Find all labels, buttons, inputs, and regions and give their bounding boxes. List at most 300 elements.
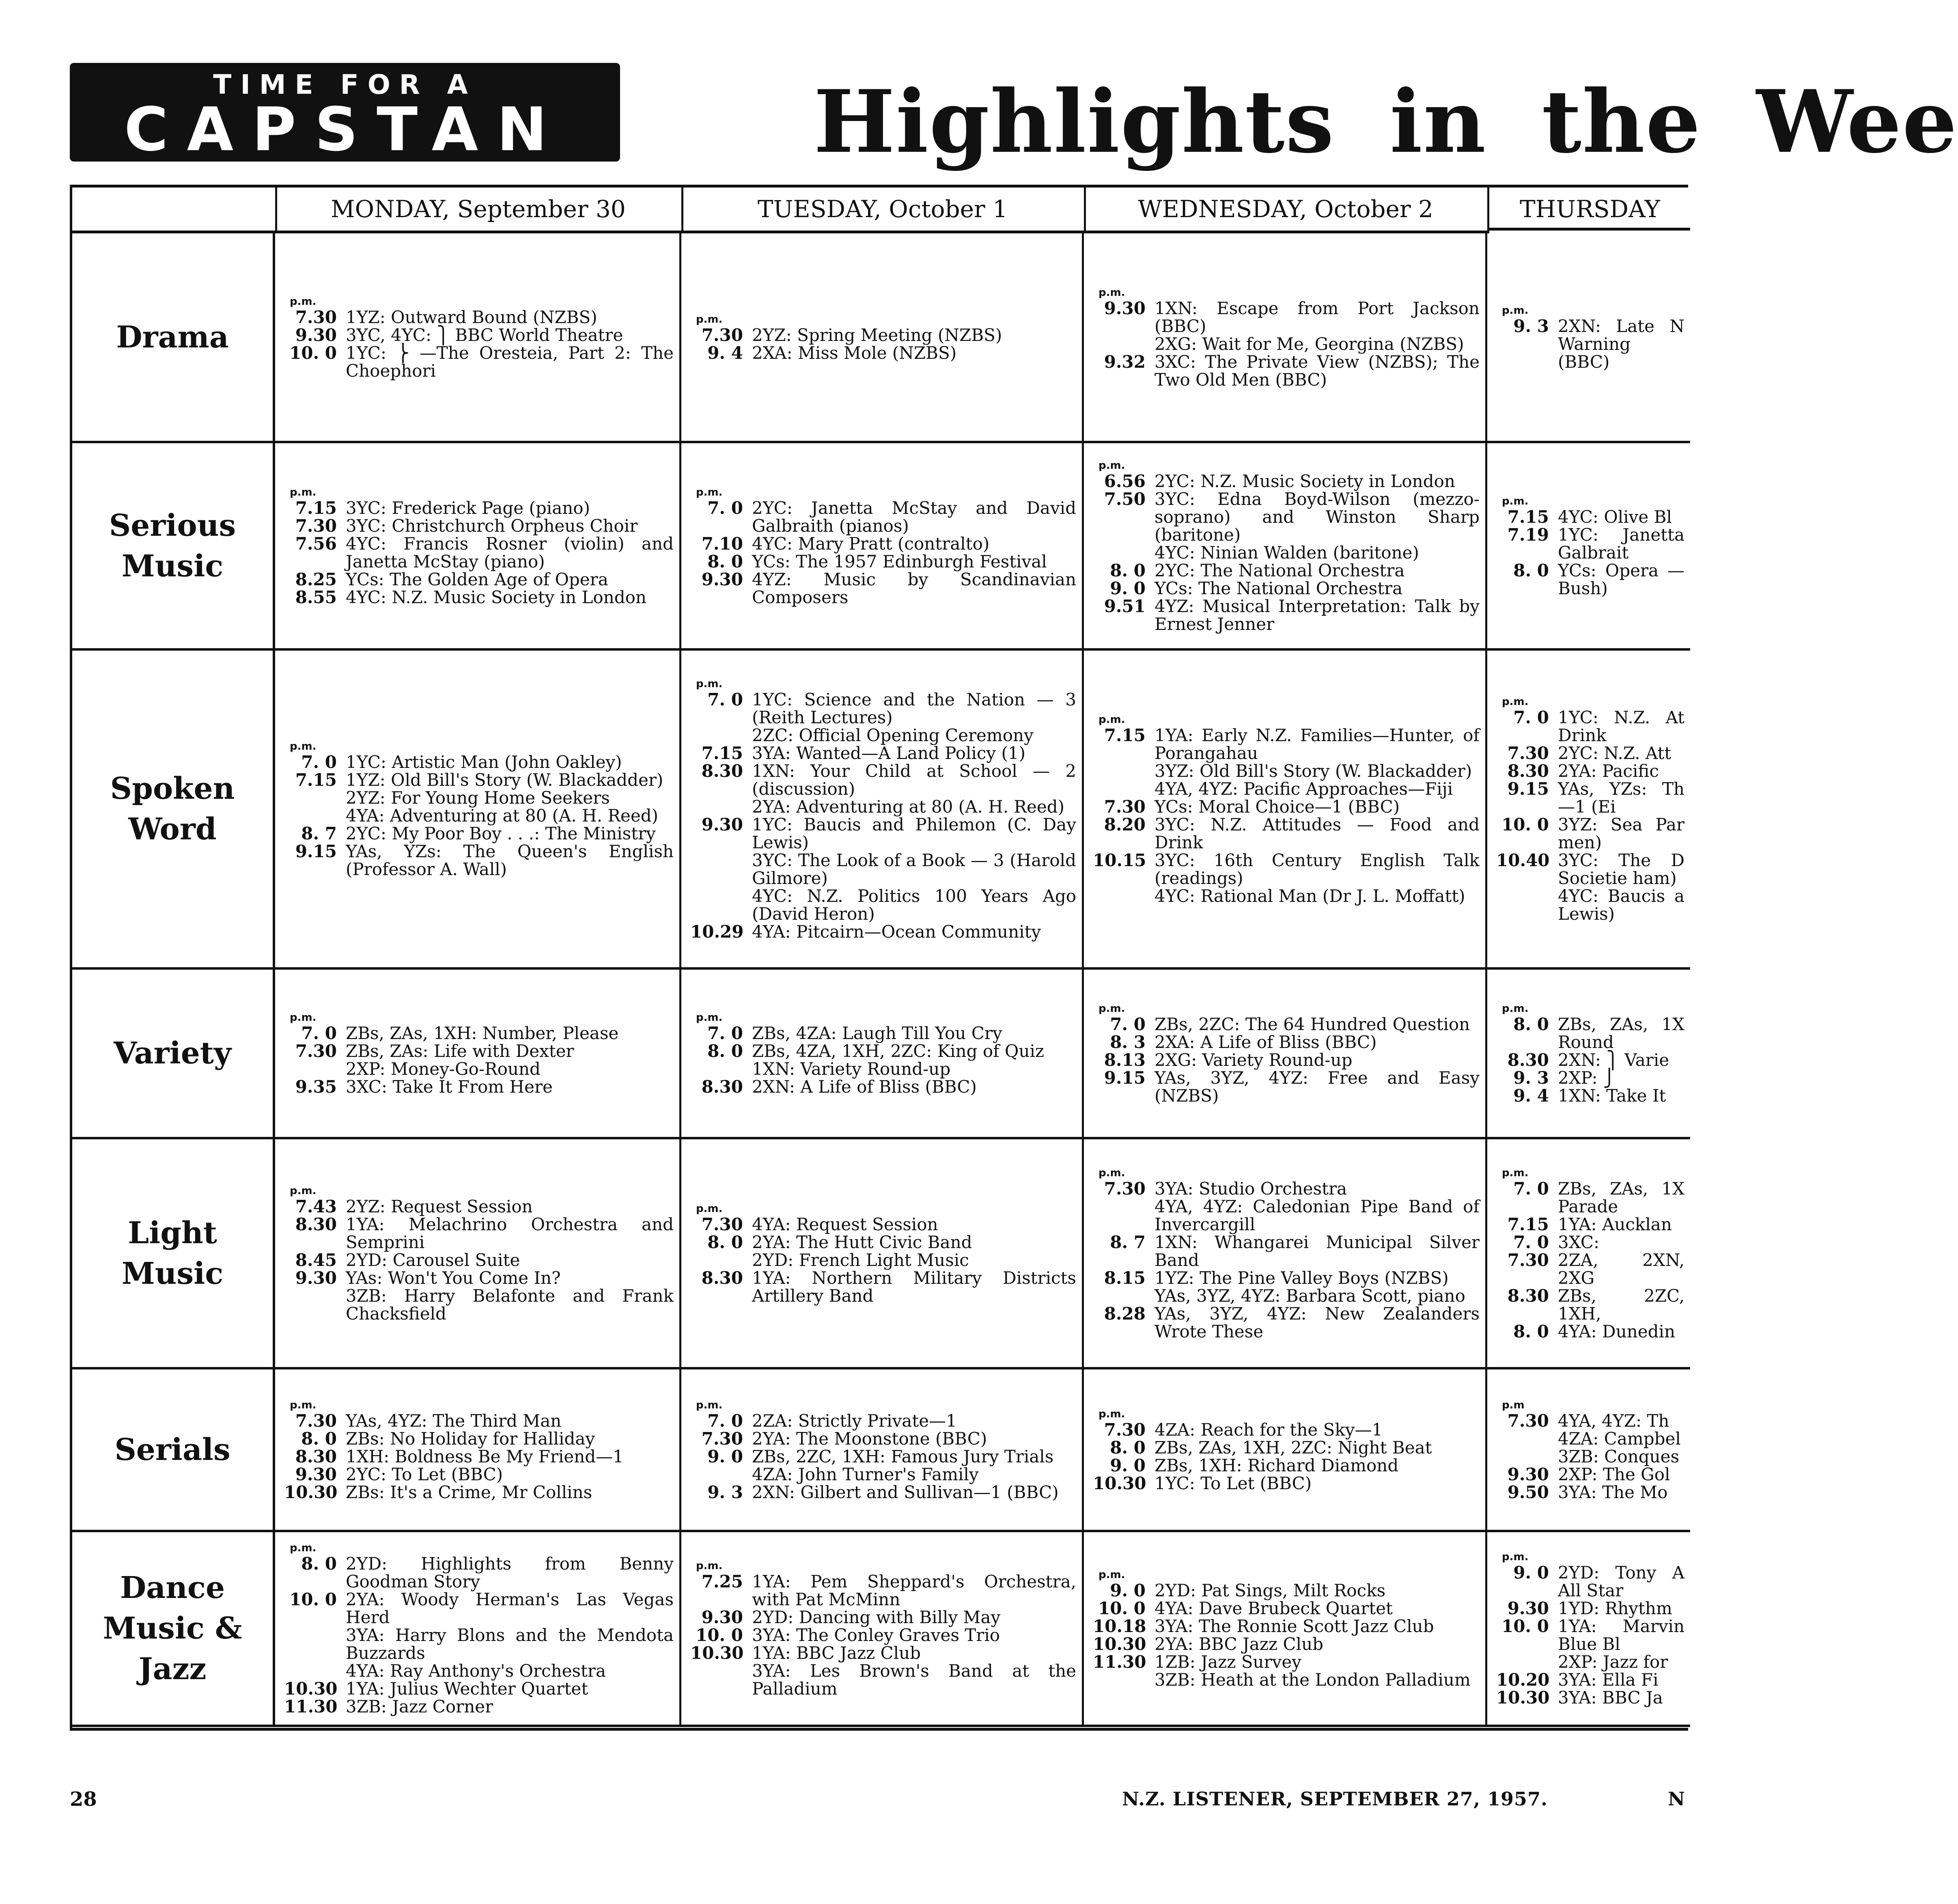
programme-entry	[1496, 1233, 1686, 1251]
listing-stack	[284, 1011, 675, 1096]
pm-marker: p.m.	[1502, 1167, 1529, 1179]
programme-details: 2ZC: Official Opening Ceremony	[752, 725, 1034, 745]
pm-marker: p.m.	[696, 1011, 723, 1024]
pm-marker: p.m.	[696, 313, 723, 326]
programme-time: 10.40	[1496, 850, 1550, 870]
publication-credit: N.Z. LISTENER, SEPTEMBER 27, 1957.	[1122, 1788, 1548, 1810]
pm-marker: p.m.	[1502, 1003, 1529, 1015]
programme-time: 9. 4	[707, 343, 743, 363]
programme-details: 4YA: Pitcairn—Ocean Community	[752, 922, 1041, 942]
listing-cell-wednesday-spoken-word	[1084, 651, 1487, 970]
programme-time	[1496, 1653, 1558, 1671]
programme-time: 9. 0	[707, 1446, 743, 1466]
programme-entry	[284, 1198, 675, 1216]
pm-marker: p.m.	[1502, 495, 1529, 507]
programme-time: 9. 3	[707, 1482, 743, 1502]
programme-details: 1YZ: Old Bill's Story (W. Blackadder)	[346, 770, 663, 790]
programme-entry	[1496, 1466, 1686, 1484]
pm-marker: p.m.	[696, 486, 723, 498]
listing-cell-thursday-spoken-word	[1487, 651, 1690, 970]
programme-details: 4ZA: Campbel	[1558, 1428, 1681, 1449]
listing-stack	[284, 1541, 675, 1716]
programme-time: 10.18	[1093, 1616, 1146, 1636]
programme-details: 3XC: The Private View (NZBS); The Two Old Men (BBC)	[1155, 351, 1480, 390]
programme-time: 8.13	[1104, 1050, 1146, 1070]
programme-entry	[1093, 1439, 1481, 1457]
programme-details: 2YC: N.Z. Music Society in London	[1155, 471, 1455, 491]
programme-entry	[1496, 744, 1686, 762]
programme-details: 3YA: Studio Orchestra	[1155, 1178, 1347, 1199]
listing-stack	[1496, 695, 1686, 923]
programme-details: 2XG: Variety Round-up	[1155, 1050, 1353, 1070]
programme-entry	[284, 807, 675, 825]
programme-time: 9.15	[1507, 779, 1549, 799]
programme-entry	[284, 843, 675, 878]
programme-entry	[1093, 1582, 1481, 1600]
programme-time	[1496, 1430, 1558, 1448]
programme-details: 2YD: Tony A All Star	[1558, 1563, 1684, 1600]
programme-entry	[690, 1060, 1078, 1078]
programme-details: ZBs, 1XH: Richard Diamond	[1155, 1455, 1399, 1475]
programme-details: 4YC: Baucis a Lewis)	[1558, 886, 1684, 924]
schedule-table	[70, 185, 1688, 1731]
programme-entry	[1496, 1600, 1686, 1617]
pm-marker: p.m.	[290, 1184, 317, 1197]
programme-details: ZBs, ZAs: Life with Dexter	[346, 1041, 574, 1061]
programme-details: 2XG: Wait for Me, Georgina (NZBS)	[1155, 334, 1464, 354]
category-serious-music	[72, 443, 275, 651]
listing-cell-tuesday-serious-music	[681, 443, 1084, 651]
programme-time: 10. 0	[1098, 1598, 1146, 1618]
programme-entry	[1496, 1180, 1686, 1216]
listing-cell-tuesday-dance-music-jazz	[681, 1532, 1084, 1727]
programme-time: 8. 0	[707, 1232, 743, 1252]
programme-entry	[1093, 1269, 1481, 1287]
programme-entry	[1093, 335, 1481, 353]
programme-entry	[284, 1662, 675, 1680]
pm-marker: p.m.	[1502, 1551, 1529, 1563]
listing-cell-wednesday-drama	[1084, 233, 1487, 443]
programme-time: 7.30	[701, 1428, 743, 1449]
programme-entry	[284, 326, 675, 344]
programme-time: 10.30	[1093, 1473, 1146, 1493]
programme-entry	[1496, 852, 1686, 887]
programme-details: 1YC: N.Z. At Drink	[1558, 707, 1684, 745]
programme-time: 8. 0	[301, 1554, 337, 1574]
programme-entry	[690, 1662, 1078, 1698]
programme-time	[284, 789, 346, 807]
programme-entry	[1496, 1617, 1686, 1653]
programme-time: 7.43	[295, 1196, 337, 1216]
programme-entry	[1496, 1689, 1686, 1707]
programme-entry	[690, 923, 1078, 941]
programme-time: 10. 0	[1501, 1616, 1549, 1636]
programme-time: 8. 0	[301, 1428, 337, 1449]
programme-entry	[284, 1060, 675, 1078]
listing-stack	[284, 295, 675, 380]
programme-details: 2YC: To Let (BBC)	[346, 1464, 503, 1484]
programme-entry	[1093, 1180, 1481, 1198]
programme-entry	[1093, 1198, 1481, 1233]
listing-cell-monday-spoken-word	[275, 651, 681, 970]
programme-time	[690, 1662, 752, 1698]
programme-entry	[1496, 1251, 1686, 1287]
programme-details: ZBs: No Holiday for Halliday	[346, 1428, 595, 1449]
programme-time	[1093, 335, 1155, 353]
programme-entry	[690, 499, 1078, 535]
programme-time: 7.15	[295, 498, 337, 518]
listing-stack	[690, 313, 1078, 362]
programme-entry	[1093, 1600, 1481, 1617]
programme-entry	[1093, 1617, 1481, 1635]
programme-time	[284, 1060, 346, 1078]
programme-time	[1093, 1198, 1155, 1233]
pm-marker: p.m.	[1099, 1408, 1125, 1420]
category-drama	[72, 233, 275, 443]
programme-details: 1YC: Baucis and Philemon (C. Day Lewis)	[752, 815, 1076, 852]
programme-details: 3ZB: Heath at the London Palladium	[1155, 1670, 1471, 1690]
programme-details: 3ZB: Harry Belafonte and Frank Chacksfield	[346, 1285, 674, 1324]
listing-cell-tuesday-drama	[681, 233, 1084, 443]
listing-cell-wednesday-variety	[1084, 970, 1487, 1139]
pm-marker: p.m.	[1099, 1003, 1125, 1015]
programme-entry	[690, 326, 1078, 344]
programme-details: 3YC: Frederick Page (piano)	[346, 498, 590, 518]
programme-entry	[284, 1430, 675, 1448]
programme-details: ZBs, 2ZC, 1XH,	[1558, 1285, 1684, 1324]
programme-details: 4YA: Dave Brubeck Quartet	[1155, 1598, 1393, 1618]
listing-cell-tuesday-serials	[681, 1369, 1084, 1532]
programme-entry	[690, 887, 1078, 923]
programme-time: 8.30	[295, 1446, 337, 1466]
programme-details: YAs, 3YZ, 4YZ: Free and Easy (NZBS)	[1155, 1068, 1480, 1106]
programme-time: 8. 7	[301, 824, 337, 843]
programme-details: 3YA: The Ronnie Scott Jazz Club	[1155, 1616, 1434, 1636]
listing-cell-thursday-drama	[1487, 233, 1690, 443]
programme-time: 7.30	[1104, 797, 1146, 817]
programme-details: 2YZ: For Young Home Seekers	[346, 788, 610, 808]
programme-time: 10.30	[284, 1482, 338, 1502]
listing-stack	[1496, 494, 1686, 597]
programme-time: 9.30	[295, 1268, 337, 1288]
programme-details: 3YC: The Look of a Book — 3 (Harold Gilmore)	[752, 850, 1076, 888]
banner-line-2: CAPSTAN	[124, 95, 566, 164]
listing-cell-thursday-light-music	[1487, 1139, 1690, 1369]
programme-entry	[690, 1251, 1078, 1269]
programme-entry	[284, 1024, 675, 1042]
programme-time	[1093, 887, 1155, 905]
listing-stack	[690, 677, 1078, 941]
programme-entry	[284, 1466, 675, 1484]
programme-details: 2XN: Gilbert and Sullivan—1 (BBC)	[752, 1482, 1059, 1502]
programme-time: 9. 0	[1110, 1455, 1146, 1475]
category-label: Light Music	[121, 1215, 224, 1291]
programme-details: 3YC: 16th Century English Talk (readings)	[1155, 850, 1480, 888]
programme-time: 8.30	[701, 761, 743, 781]
programme-details: 4ZA: John Turner's Family	[752, 1464, 979, 1484]
column-header-monday: MONDAY, September 30	[275, 188, 683, 233]
programme-entry	[1496, 526, 1686, 562]
programme-time: 7.10	[701, 533, 743, 554]
category-label: Serials	[114, 1432, 230, 1467]
programme-entry	[1093, 1475, 1481, 1492]
programme-time: 11.30	[1093, 1652, 1146, 1672]
programme-details: 2XN: ⎫ Varie	[1558, 1050, 1669, 1070]
programme-time: 9.30	[701, 569, 743, 589]
programme-time: 9.32	[1104, 351, 1146, 372]
listing-stack	[1093, 459, 1481, 633]
programme-details: 2YD: Highlights from Benny Goodman Story	[346, 1554, 674, 1591]
programme-entry	[1093, 353, 1481, 389]
programme-time: 10.30	[1496, 1688, 1550, 1708]
programme-details: 2XN: A Life of Bliss (BBC)	[752, 1077, 977, 1097]
programme-details: 1YC: Science and the Nation — 3 (Reith Lectures)	[752, 690, 1076, 727]
programme-entry	[284, 825, 675, 843]
programme-details: 3YA: Ella Fi	[1558, 1670, 1659, 1690]
programme-entry	[1093, 816, 1481, 852]
listing-cell-wednesday-light-music	[1084, 1139, 1487, 1369]
listing-stack	[1496, 1398, 1686, 1501]
programme-details: 4YC: N.Z. Politics 100 Years Ago (David Heron)	[752, 886, 1076, 924]
listing-stack	[284, 485, 675, 606]
programme-time: 7.30	[1507, 1410, 1549, 1431]
programme-details: 1XN: Whangarei Municipal Silver Band	[1155, 1232, 1480, 1270]
programme-details: 3YZ: Sea Par men)	[1558, 815, 1684, 852]
programme-time: 7. 0	[1110, 1014, 1146, 1034]
programme-time: 9.35	[295, 1077, 337, 1097]
programme-entry	[284, 589, 675, 606]
programme-details: 2YD: French Light Music	[752, 1250, 969, 1270]
programme-entry	[284, 535, 675, 571]
programme-entry	[284, 1680, 675, 1698]
programme-details: 1YC: To Let (BBC)	[1155, 1473, 1312, 1493]
programme-time	[284, 1626, 346, 1662]
programme-time: 8.30	[295, 1214, 337, 1234]
programme-entry	[1093, 852, 1481, 887]
listing-cell-thursday-serious-music	[1487, 443, 1690, 651]
programme-time: 9.30	[295, 1464, 337, 1484]
programme-details: 4YA: Dunedin	[1558, 1321, 1676, 1341]
programme-entry	[690, 691, 1078, 727]
programme-time: 7.30	[701, 1214, 743, 1234]
column-header-wednesday: WEDNESDAY, October 2	[1084, 188, 1489, 233]
programme-time	[690, 798, 752, 816]
programme-time: 8. 7	[1110, 1232, 1146, 1252]
category-label: Variety	[114, 1036, 231, 1071]
programme-details: 2XA: A Life of Bliss (BBC)	[1155, 1032, 1377, 1052]
programme-entry	[690, 1448, 1078, 1466]
listing-cell-wednesday-dance-music-jazz	[1084, 1532, 1487, 1727]
programme-details: 2YD: Pat Sings, Milt Rocks	[1155, 1581, 1386, 1600]
programme-details: 4YC: Rational Man (Dr J. L. Moffatt)	[1155, 886, 1465, 906]
programme-details: 2YA: The Moonstone (BBC)	[752, 1428, 987, 1449]
pm-marker: p.m.	[290, 486, 317, 498]
pm-marker: p.m.	[290, 295, 317, 308]
programme-details: 3ZB: Jazz Corner	[346, 1697, 493, 1716]
programme-entry	[284, 308, 675, 326]
programme-details: ZBs, ZAs, 1X Round	[1558, 1014, 1684, 1052]
programme-time: 7.15	[1507, 1214, 1549, 1234]
programme-details: 1YZ: The Pine Valley Boys (NZBS)	[1155, 1268, 1449, 1288]
programme-time: 9.30	[701, 1607, 743, 1627]
column-header-tuesday: TUESDAY, October 1	[681, 188, 1086, 233]
programme-details: 3ZB: Conques	[1558, 1446, 1680, 1466]
programme-entry	[1496, 1287, 1686, 1323]
programme-time	[284, 807, 346, 825]
listing-stack	[284, 1184, 675, 1323]
programme-details: 1YA: Northern Military Districts Artillery Band	[752, 1268, 1076, 1306]
programme-entry	[284, 1698, 675, 1716]
programme-entry	[690, 762, 1078, 798]
programme-time: 8.30	[701, 1268, 743, 1288]
programme-details: 3YA: BBC Ja	[1558, 1688, 1663, 1708]
listing-stack	[1093, 1166, 1481, 1341]
programme-details: 1XN: Variety Round-up	[752, 1059, 951, 1079]
programme-entry	[690, 1042, 1078, 1060]
programme-time: 6.56	[1104, 471, 1146, 491]
programme-entry	[1093, 1033, 1481, 1051]
listing-cell-thursday-variety	[1487, 970, 1690, 1139]
programme-details: ZBs, 4ZA, 1XH, 2ZC: King of Quiz	[752, 1041, 1045, 1061]
listing-cell-monday-dance-music-jazz	[275, 1532, 681, 1727]
programme-time: 8.25	[295, 569, 337, 589]
programme-time: 8. 0	[1513, 1014, 1549, 1034]
programme-details: YAs, 3YZ, 4YZ: New Zealanders Wrote These	[1155, 1303, 1480, 1341]
category-label: Drama	[116, 319, 229, 355]
listing-stack	[690, 1398, 1078, 1501]
programme-time: 7.30	[701, 325, 743, 345]
listing-cell-tuesday-light-music	[681, 1139, 1084, 1369]
programme-time: 7.25	[701, 1572, 743, 1591]
programme-details: 3XC: Take It From Here	[346, 1077, 553, 1097]
programme-details: 3YA: Les Brown's Band at the Palladium	[752, 1661, 1076, 1699]
programme-entry	[1093, 490, 1481, 544]
programme-entry	[284, 1042, 675, 1060]
programme-time: 8.30	[1507, 1050, 1549, 1070]
programme-details: 2YC: Janetta McStay and David Galbraith (pianos)	[752, 498, 1076, 536]
programme-entry	[1496, 1564, 1686, 1600]
programme-time: 9. 3	[1513, 316, 1549, 336]
programme-details: 1ZB: Jazz Survey	[1155, 1652, 1301, 1672]
banner-line-1: TIME FOR A	[213, 69, 477, 100]
programme-details: 2YC: N.Z. Att	[1558, 743, 1672, 763]
listing-stack	[1496, 1166, 1686, 1341]
programme-entry	[284, 1591, 675, 1626]
programme-entry	[284, 499, 675, 517]
programme-time: 7.19	[1507, 524, 1549, 545]
listing-stack	[690, 1011, 1078, 1096]
programme-time: 7. 0	[707, 1023, 743, 1043]
category-variety	[72, 970, 275, 1139]
programme-details: 2ZA: Strictly Private—1	[752, 1410, 957, 1431]
programme-time: 9.15	[1104, 1068, 1146, 1088]
programme-entry	[690, 1233, 1078, 1251]
programme-details: 1YA: Melachrino Orchestra and Semprini	[346, 1214, 674, 1252]
programme-entry	[1496, 780, 1686, 816]
programme-details: 1YC: Artistic Man (John Oakley)	[346, 752, 622, 772]
programme-entry	[1496, 1448, 1686, 1466]
programme-entry	[1496, 762, 1686, 780]
programme-entry	[284, 1287, 675, 1323]
programme-time: 7. 0	[1513, 707, 1549, 727]
listing-stack	[1496, 304, 1686, 371]
programme-time: 7.15	[1104, 725, 1146, 745]
programme-entry	[1093, 1671, 1481, 1689]
programme-time: 9.30	[1507, 1598, 1549, 1618]
programme-time	[1496, 887, 1558, 923]
programme-entry	[284, 771, 675, 789]
programme-details: 2YZ: Request Session	[346, 1196, 533, 1216]
programme-time: 10. 0	[696, 1625, 743, 1645]
programme-time: 8.45	[295, 1250, 337, 1270]
page-number: 28	[70, 1788, 97, 1811]
pm-marker: p.m.	[1099, 459, 1125, 472]
pm-marker: p.m.	[1099, 286, 1125, 299]
programme-details: 3YA: The Conley Graves Trio	[752, 1625, 1000, 1645]
programme-time: 7. 0	[1513, 1178, 1549, 1199]
programme-entry	[690, 852, 1078, 887]
programme-details: 4YC: Mary Pratt (contralto)	[752, 533, 990, 554]
pm-marker: p.m.	[1502, 696, 1529, 708]
listing-stack	[1093, 286, 1481, 389]
programme-entry	[1496, 816, 1686, 852]
programme-details: 1YA: Aucklan	[1558, 1214, 1672, 1234]
programme-entry	[284, 1555, 675, 1591]
programme-details: 3YC: N.Z. Attitudes — Food and Drink	[1155, 815, 1480, 852]
programme-time: 8.30	[1507, 761, 1549, 781]
listing-stack	[1093, 1002, 1481, 1105]
programme-time: 7. 0	[707, 690, 743, 709]
programme-time: 8.30	[1507, 1285, 1549, 1306]
programme-time: 9. 3	[1513, 1068, 1549, 1088]
programme-entry	[690, 1573, 1078, 1609]
programme-entry	[284, 1269, 675, 1287]
programme-entry	[690, 535, 1078, 553]
programme-details: 4YA, 4YZ: Pacific Approaches—Fiji	[1155, 779, 1453, 799]
programme-time	[1093, 1287, 1155, 1305]
programme-details: 1XN: Take It	[1558, 1086, 1666, 1106]
capstan-advert-logo	[70, 63, 620, 162]
programme-time: 9. 0	[1110, 1581, 1146, 1600]
column-header-thursday: THURSDAY	[1487, 188, 1690, 231]
programme-time: 7.30	[295, 515, 337, 536]
programme-entry	[1093, 780, 1481, 798]
programme-time: 8. 0	[707, 551, 743, 571]
listing-stack	[1093, 713, 1481, 905]
programme-details: 1YA: Pem Sheppard's Orchestra, with Pat McMinn	[752, 1572, 1076, 1609]
programme-details: 4YC: Francis Rosner (violin) and Janetta McStay (piano)	[346, 533, 674, 571]
category-spoken-word	[72, 651, 275, 970]
programme-details: 2YC: The National Orchestra	[1155, 560, 1405, 580]
programme-time: 9.15	[295, 841, 337, 861]
programme-entry	[1496, 1412, 1686, 1430]
programme-details: YAs, 3YZ, 4YZ: Barbara Scott, piano	[1155, 1285, 1465, 1306]
programme-time: 7.15	[701, 743, 743, 763]
programme-entry	[1496, 1484, 1686, 1501]
programme-details: 1YA: Julius Wechter Quartet	[346, 1679, 588, 1699]
listing-cell-wednesday-serious-music	[1084, 443, 1487, 651]
programme-time: 8. 0	[707, 1041, 743, 1061]
programme-time: 9. 0	[1513, 1563, 1549, 1583]
pm-marker: p.m.	[696, 678, 723, 690]
programme-entry	[1496, 1016, 1686, 1051]
pm-marker: p.m.	[1099, 1569, 1125, 1581]
programme-time	[690, 727, 752, 744]
programme-details: 4YA: Adventuring at 80 (A. H. Reed)	[346, 806, 659, 826]
programme-entry	[690, 744, 1078, 762]
programme-details: 3YA: The Mo	[1558, 1482, 1668, 1502]
programme-details: YAs: Won't You Come In?	[346, 1268, 561, 1288]
